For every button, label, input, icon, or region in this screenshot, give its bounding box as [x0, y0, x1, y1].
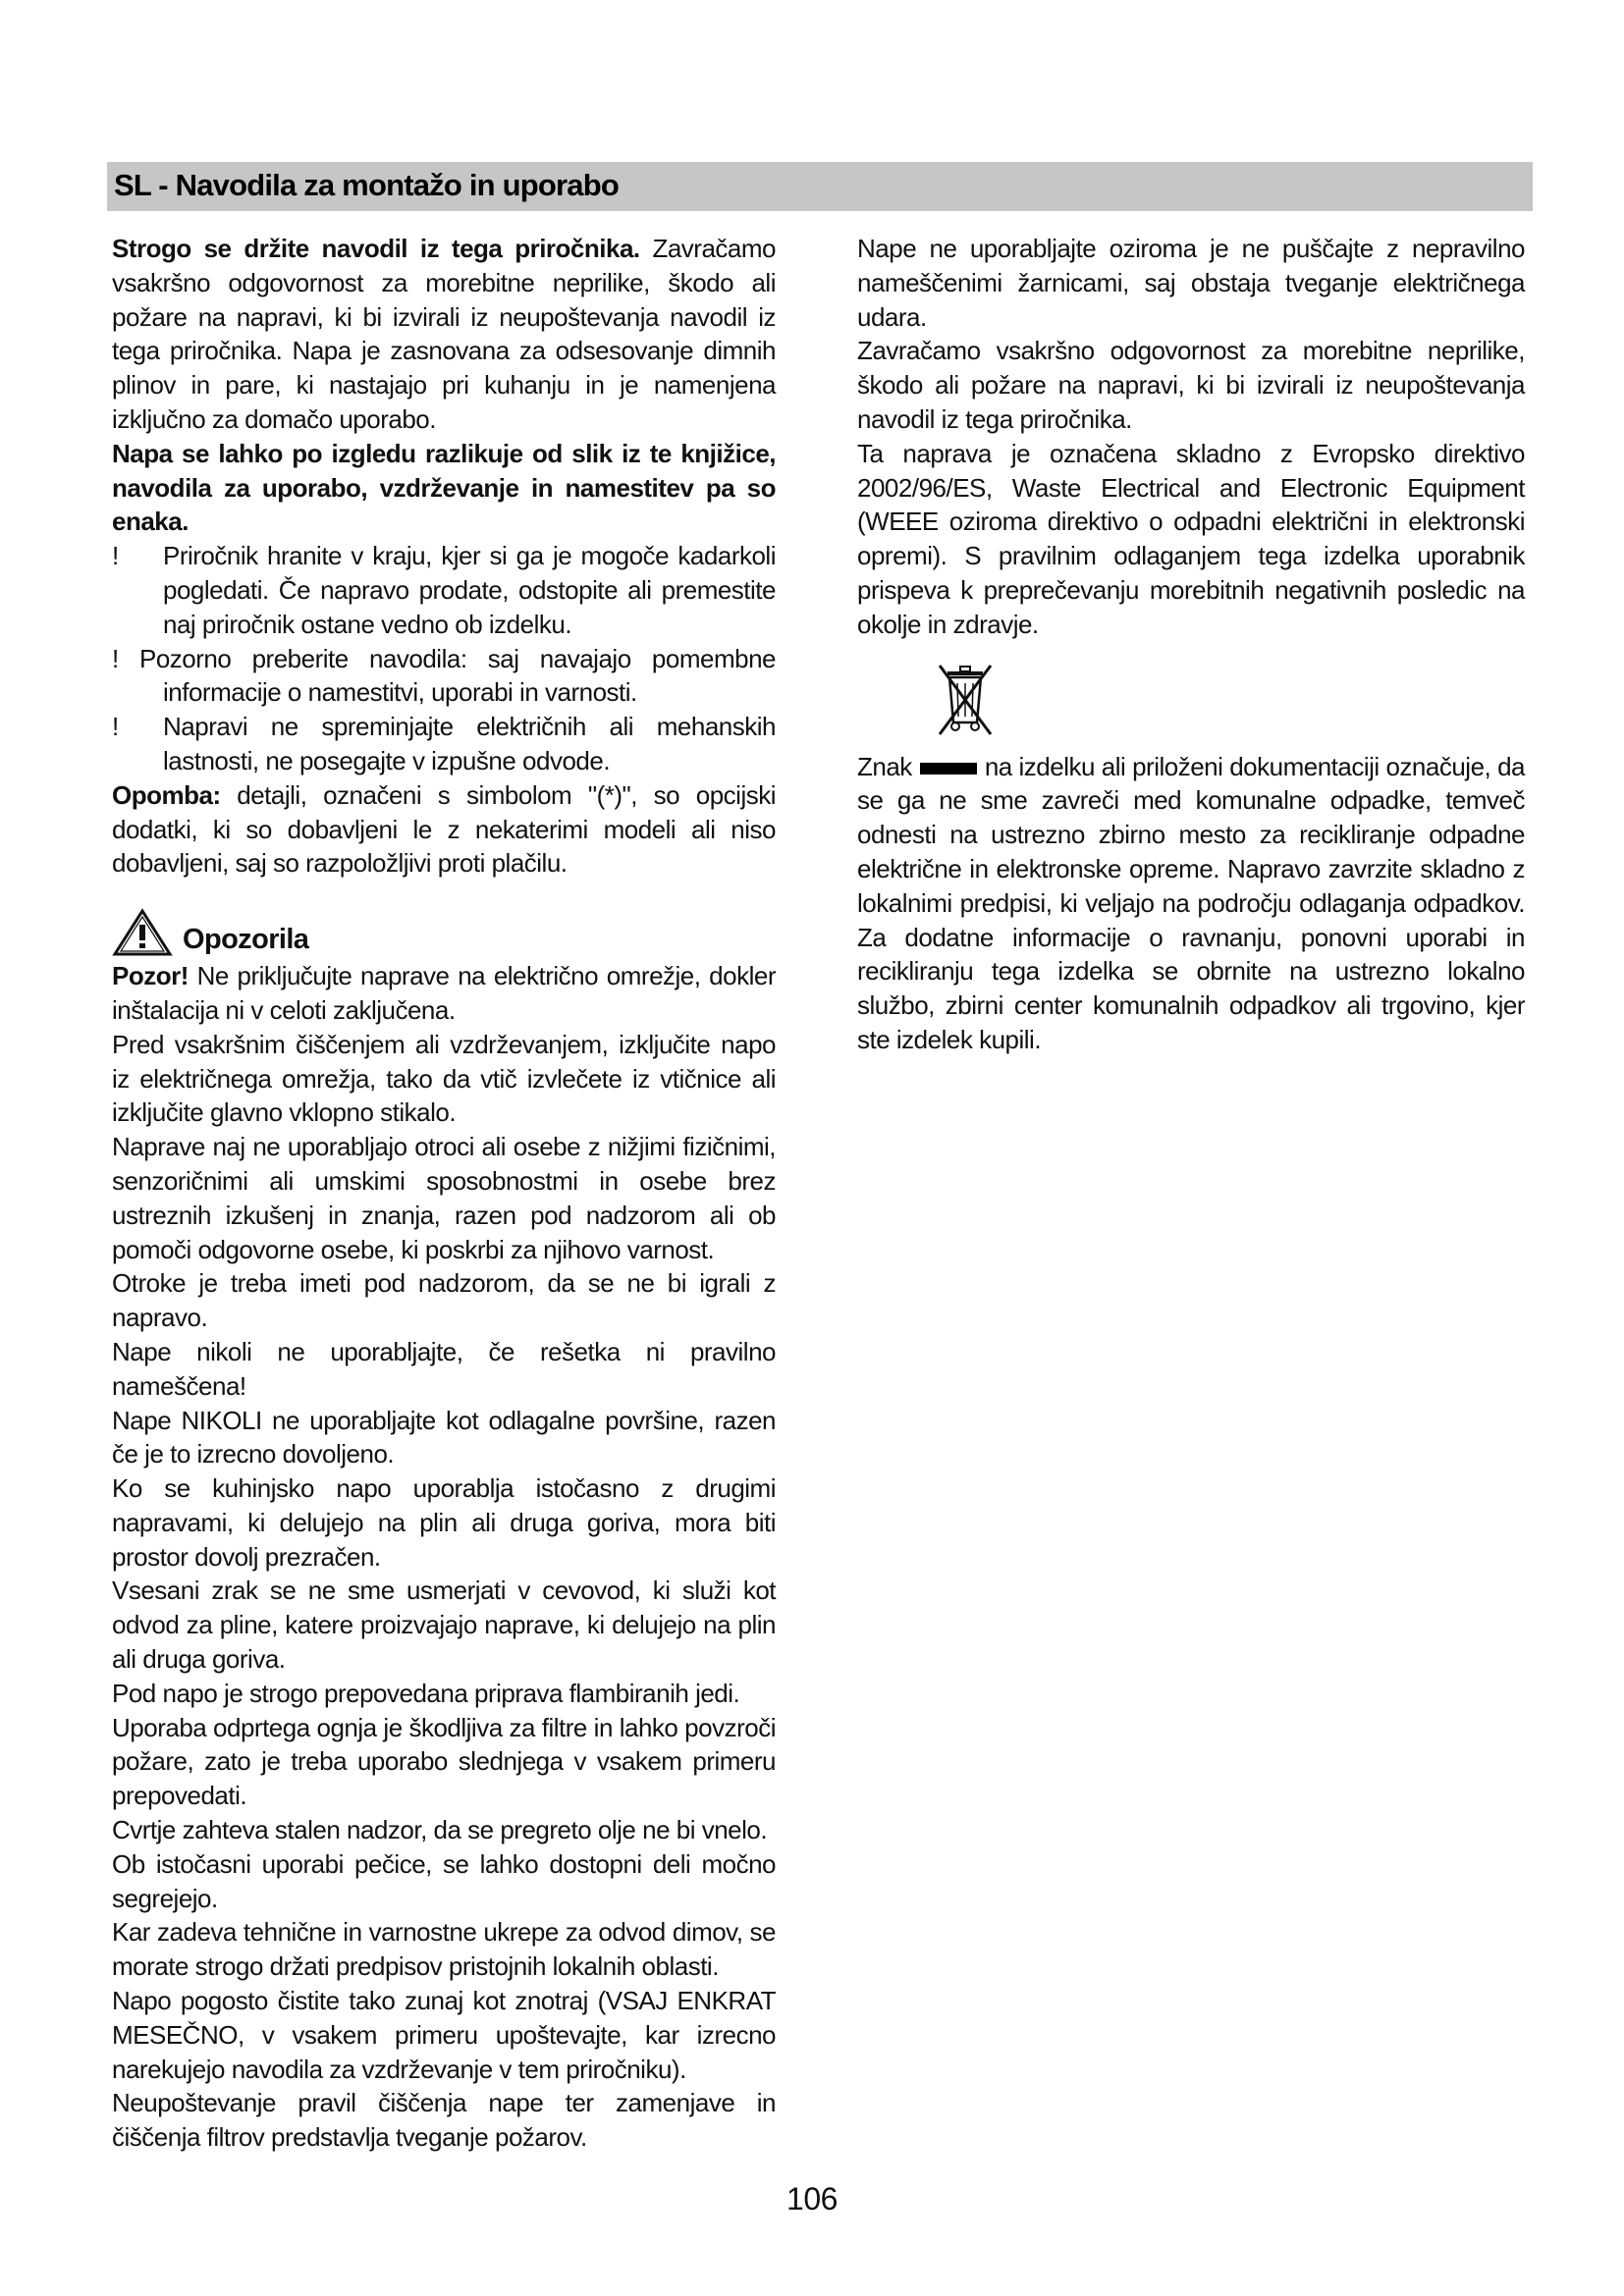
right-paragraph: Ta naprava je označena skladno z Evropsko direktivo 2002/96/ES, Waste Electrical and Electronic Equipment (WEEE oziroma direktivo o odpadni električni in elektronski opremi). S pravilnim odlaganjem tega izdelka uporabnik prispeva k preprečevanju morebitnih negativnih posledic na okolje in zdravje. [857, 438, 1525, 639]
warning-paragraph: Kar zadeva tehnične in varnostne ukrepe za odvod dimov, se morate strogo držati predpisov pristojnih lokalnih oblasti. [112, 1917, 776, 1982]
intro-lead-text: Zavračamo vsakršno odgovornost za morebitne neprilike, škodo ali požare na napravi, ki bi izvirali iz neupoštevanja navodil iz tega priročnika. Napa je zasnovana za odsesovanje dimnih plinov in pare, ki nastajajo pri kuhanju in je namenjena izključno za domačo uporabo. [112, 234, 777, 434]
znak-paragraph [857, 750, 1525, 1057]
black-bar-symbol-icon [920, 763, 977, 774]
warning-paragraph: Uporaba odprtega ognja je škodljiva za filtre in lahko povzroči požare, zato je treba uporabo slednjega v vsakem primeru prepovedati. [112, 1712, 776, 1811]
warnings-heading [112, 908, 776, 957]
weee-symbol-area [857, 662, 1525, 750]
note-text: detajli, označeni s simbolom "(*)", so opcijski dodatki, ki so dobavljeni le z nekaterimi modeli ali niso dobavljeni, saj so razpoložljivi proti plačilu. [112, 779, 776, 879]
right-paragraph: Zavračamo vsakršno odgovornost za morebitne neprilike, škodo ali požare na napravi, ki bi izvirali iz neupoštevanja navodil iz tega priročnika. [857, 336, 1525, 434]
bullet-text: Pozorno preberite navodila: saj navajajo pomembne informacije o namestitvi, uporabi in varnosti. [139, 643, 776, 708]
warning-paragraph: Otroke je treba imeti pod nadzorom, da se ne bi igrali z napravo. [112, 1268, 776, 1333]
znak-word: Znak [857, 751, 912, 781]
bullet-item [112, 710, 776, 778]
warning-paragraph: Vsesani zrak se ne sme usmerjati v cevovod, ki služi kot odvod za pline, katere proizvajajo naprave, ki delujejo na plin ali druga goriva. [112, 1575, 776, 1675]
crossed-out-wheelie-bin-icon [934, 662, 997, 748]
bullet-mark: ! [112, 643, 119, 673]
warning-paragraph: Pod napo je strogo prepovedana priprava flambiranih jedi. [112, 1678, 740, 1708]
znak-text: na izdelku ali priloženi dokumentaciji označuje, da se ga ne sme zavreči med komunalne odpadke, temveč odnesti na ustrezno zbirno mesto za recikliranje odpadne električne in elektronske opreme. Napravo zavrzite skladno z lokalnimi predpisi, ki veljajo na področju odlaganja odpadkov. Za dodatne informacije o ravnanju, ponovni uporabi in recikliranju tega izdelka se obrnite na ustrezno lokalno službo, zbirni center komunalnih odpadkov ali trgovino, kjer ste izdelek kupili. [857, 751, 1525, 1054]
right-column [857, 232, 1525, 1057]
section-title: SL - Navodila za montažo in uporabo [114, 168, 619, 202]
note-label: Opomba: [112, 779, 221, 810]
warning-paragraph: Pred vsakršnim čiščenjem ali vzdrževanjem, izključite napo iz električnega omrežja, tako da vtič izvlečete iz vtičnice ali izključite glavno vklopno stikalo. [112, 1029, 776, 1128]
pozor-text: Ne priključujte naprave na električno omrežje, dokler inštalacija ni v celoti zaključena. [112, 961, 776, 1025]
warning-paragraph: Neupoštevanje pravil čiščenja nape ter zamenjave in čiščenja filtrov predstavlja tveganje požarov. [112, 2088, 776, 2153]
left-column [112, 232, 776, 2155]
warning-paragraph: Ko se kuhinjsko napo uporablja istočasno z drugimi napravami, ki delujejo na plin ali druga goriva, mora biti prostor dovolj prezračen. [112, 1473, 776, 1572]
warning-paragraph: Napo pogosto čistite tako zunaj kot znotraj (VSAJ ENKRAT MESEČNO, v vsakem primeru upoštevajte, kar izrecno narekujejo navodila za vzdrževanje v tem priročniku). [112, 1986, 776, 2084]
section-header-bar [107, 162, 1533, 211]
warning-paragraph: Ob istočasni uporabi pečice, se lahko dostopni deli močno segrejejo. [112, 1848, 776, 1913]
bullet-text: Napravi ne spreminjajte električnih ali mehanskih lastnosti, ne posegajte v izpušne odvode. [163, 712, 776, 775]
bullet-item [112, 642, 776, 711]
intro-paragraph [112, 232, 776, 437]
right-paragraph: Nape ne uporabljajte oziroma je ne puščajte z nepravilno nameščenimi žarnicami, saj obstaja tveganje električnega udara. [857, 234, 1525, 332]
pozor-label: Pozor! [112, 961, 189, 991]
note-paragraph [112, 778, 776, 881]
bullet-text: Priročnik hranite v kraju, kjer si ga je mogoče kadarkoli pogledati. Če napravo prodate, odstopite ali premestite naj priročnik ostane vedno ob izdelku. [163, 541, 776, 639]
pozor-paragraph [112, 959, 776, 1028]
warning-paragraph: Cvrtje zahteva stalen nadzor, da se pregreto olje ne bi vnelo. [112, 1815, 768, 1845]
intro-bold-note: Napa se lahko po izgledu razlikuje od slik iz te knjižice, navodila za uporabo, vzdrževanje in namestitev pa so enaka. [112, 438, 776, 537]
warning-paragraph: Nape nikoli ne uporabljajte, če rešetka ni pravilno nameščena! [112, 1336, 776, 1401]
bullet-item [112, 539, 776, 641]
page-number: 106 [786, 2181, 838, 2216]
bullet-mark: ! [112, 541, 119, 571]
warning-paragraph: Naprave naj ne uporabljajo otroci ali osebe z nižjimi fizičnimi, senzoričnimi ali umskimi sposobnostmi in osebe brez ustreznih izkušenj in znanja, razen pod nadzorom ali ob pomoči odgovorne osebe, ki poskrbi za njihovo varnost. [112, 1132, 776, 1264]
intro-lead-bold: Strogo se držite navodil iz tega priročnika. [112, 234, 640, 263]
warning-triangle-icon [112, 908, 173, 957]
warnings-title: Opozorila [183, 924, 309, 956]
bullet-mark: ! [112, 712, 119, 742]
warning-paragraph: Nape NIKOLI ne uporabljajte kot odlagalne površine, razen če je to izrecno dovoljeno. [112, 1405, 776, 1469]
